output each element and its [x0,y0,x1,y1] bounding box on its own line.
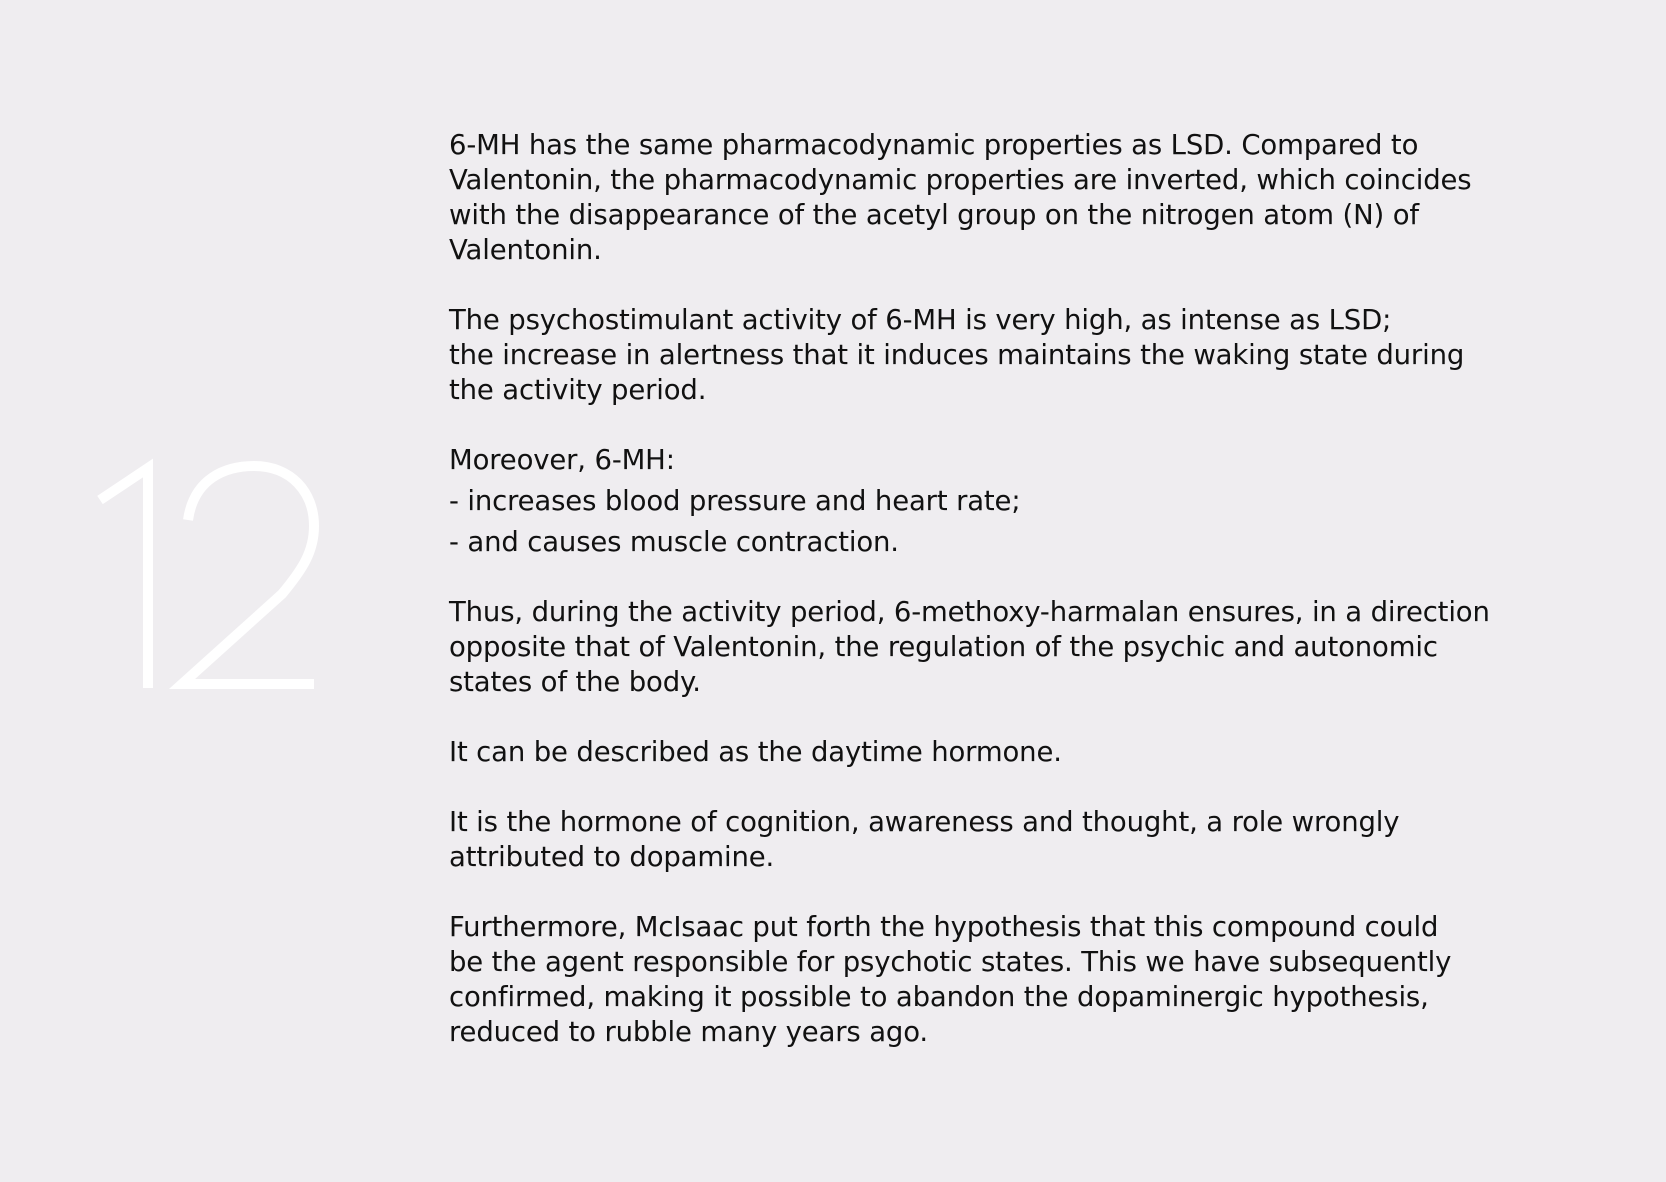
paragraph-line: with the disappearance of the acetyl group on the nitrogen atom (N) of [449,199,1419,231]
paragraph-line: opposite that of Valentonin, the regulation of the psychic and autonomic [449,631,1438,663]
paragraph [449,595,1529,700]
paragraph-line: attributed to dopamine. [449,841,775,873]
paragraph-line: It is the hormone of cognition, awareness and thought, a role wrongly [449,806,1400,838]
list-intro: Moreover, 6-MH: [449,444,675,476]
paragraph-line: confirmed, making it possible to abandon the dopaminergic hypothesis, [449,981,1429,1013]
paragraph-line: Thus, during the activity period, 6-methoxy-harmalan ensures, in a direction [449,596,1490,628]
paragraph-line: The psychostimulant activity of 6-MH is very high, as intense as LSD; [449,304,1392,336]
paragraph-line: the activity period. [449,374,707,406]
paragraph-line: It can be described as the daytime hormone. [449,736,1062,768]
paragraph [449,128,1529,268]
paragraph-line: states of the body. [449,666,701,698]
paragraph-line: reduced to rubble many years ago. [449,1016,928,1048]
list-item: - and causes muscle contraction. [449,526,899,558]
paragraph-line: the increase in alertness that it induces maintains the waking state during [449,339,1465,371]
paragraph-line: Valentonin, the pharmacodynamic properties are inverted, which coincides [449,164,1472,196]
page-number-text [86,710,87,711]
paragraph [449,735,1529,770]
paragraph-line: Valentonin. [449,234,602,266]
paragraph-line: 6-MH has the same pharmacodynamic properties as LSD. Compared to [449,129,1419,161]
paragraph [449,805,1529,875]
paragraph [449,910,1529,1050]
body-text [449,128,1529,1085]
paragraph [449,303,1529,408]
page-number-glyph [86,430,346,710]
bullet-list [449,443,1529,560]
page-number [86,430,346,710]
paragraph-line: be the agent responsible for psychotic states. This we have subsequently [449,946,1452,978]
list-item: - increases blood pressure and heart rate; [449,485,1021,517]
paragraph-line: Furthermore, McIsaac put forth the hypothesis that this compound could [449,911,1439,943]
